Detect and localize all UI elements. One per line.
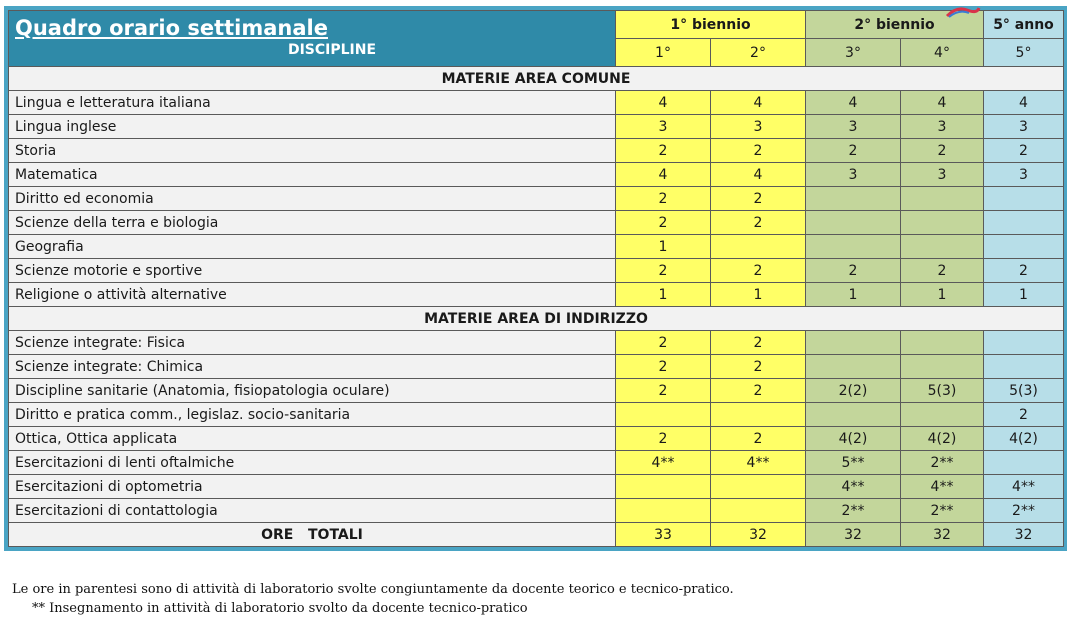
section-header: MATERIE AREA COMUNE [9,67,1064,91]
subject-name: Discipline sanitarie (Anatomia, fisiopatologia oculare) [9,379,616,403]
table-row [9,139,1064,163]
hours-cell: 4(2) [806,427,901,451]
table-row [9,211,1064,235]
hours-cell: 3 [806,115,901,139]
table-row [9,499,1064,523]
footnote-asterisks: ** Insegnamento in attività di laboratorio svolto da docente tecnico-pratico [32,601,528,616]
hours-cell: 2(2) [806,379,901,403]
hours-cell [984,331,1064,355]
table-title: Quadro orario settimanale [15,16,328,40]
table-row [9,451,1064,475]
hours-cell: 1 [616,283,711,307]
hours-cell: 2 [616,355,711,379]
subject-name: Esercitazioni di lenti oftalmiche [9,451,616,475]
hours-cell: 4(2) [984,427,1064,451]
subject-name: Esercitazioni di optometria [9,475,616,499]
hours-cell [616,499,711,523]
hours-cell: 3 [984,115,1064,139]
subject-name: Ottica, Ottica applicata [9,427,616,451]
hours-cell: 5(3) [984,379,1064,403]
hours-cell [806,331,901,355]
hours-cell [711,403,806,427]
hours-cell: 2 [616,187,711,211]
hours-cell: 2 [711,355,806,379]
total-hours-cell: 32 [984,523,1064,547]
hours-cell: 5** [806,451,901,475]
hours-cell [806,403,901,427]
table-row [9,259,1064,283]
hours-cell: 4** [901,475,984,499]
hours-cell: 4** [984,475,1064,499]
hours-cell: 2 [616,379,711,403]
subject-name: Lingua inglese [9,115,616,139]
hours-cell: 2 [616,427,711,451]
hours-cell: 4 [616,163,711,187]
hours-cell: 2 [806,139,901,163]
hours-cell: 4 [711,91,806,115]
table-row [9,163,1064,187]
hours-cell: 2 [711,379,806,403]
table-subtitle: DISCIPLINE [287,42,377,58]
hours-cell: 5(3) [901,379,984,403]
table-row [9,115,1064,139]
table-row [9,403,1064,427]
subject-name: Diritto ed economia [9,187,616,211]
year-header: 3° [806,39,901,67]
table-row [9,91,1064,115]
table-row [9,331,1064,355]
hours-cell: 2 [711,211,806,235]
hours-cell [806,211,901,235]
hours-cell: 4 [806,91,901,115]
footnotes [12,580,734,618]
hours-cell: 3 [901,163,984,187]
table-row [9,187,1064,211]
table-row [9,475,1064,499]
group-header-2-biennio: 2° biennio [806,11,984,39]
hours-cell [711,235,806,259]
year-header: 1° [616,39,711,67]
subject-name: Esercitazioni di contattologia [9,499,616,523]
hours-cell: 1 [616,235,711,259]
table-row [9,355,1064,379]
hours-cell: 2** [984,499,1064,523]
hours-cell: 4** [806,475,901,499]
hours-cell: 3 [711,115,806,139]
table-title-cell [9,11,616,67]
table-row [9,235,1064,259]
hours-cell: 2 [711,187,806,211]
hours-cell [901,355,984,379]
hours-cell [901,187,984,211]
total-hours-cell: 32 [711,523,806,547]
hours-cell [806,235,901,259]
hours-cell: 1 [901,283,984,307]
table-row [9,283,1064,307]
hours-cell: 4(2) [901,427,984,451]
subject-name: Scienze integrate: Fisica [9,331,616,355]
year-header: 2° [711,39,806,67]
table-row [9,379,1064,403]
hours-cell: 2 [806,259,901,283]
hours-cell: 4** [616,451,711,475]
subject-name: Scienze motorie e sportive [9,259,616,283]
hours-cell: 2** [806,499,901,523]
hours-cell: 1 [711,283,806,307]
group-header-1-biennio: 1° biennio [616,11,806,39]
timetable [8,10,1064,547]
hours-cell: 3 [616,115,711,139]
hours-cell [711,475,806,499]
timetable-frame [4,6,1067,551]
subject-name: Matematica [9,163,616,187]
hours-cell [984,211,1064,235]
total-hours-cell: 32 [806,523,901,547]
hours-cell: 2** [901,451,984,475]
hours-cell: 4 [984,91,1064,115]
hours-cell: 3 [984,163,1064,187]
hours-cell: 2 [711,331,806,355]
subject-name: Scienze della terra e biologia [9,211,616,235]
hours-cell: 2 [984,403,1064,427]
hours-cell: 2 [901,139,984,163]
hours-cell: 2 [984,259,1064,283]
totals-label: ORE TOTALI [9,523,616,547]
flag-icon [945,4,981,18]
totals-row [9,523,1064,547]
footnote-parentheses: Le ore in parentesi sono di attività di laboratorio svolte congiuntamente da docente teorico e tecnico-pratico. [12,582,734,597]
hours-cell: 2 [984,139,1064,163]
hours-cell [616,403,711,427]
hours-cell: 2 [616,211,711,235]
hours-cell [984,451,1064,475]
subject-name: Geografia [9,235,616,259]
total-hours-cell: 32 [901,523,984,547]
subject-name: Religione o attività alternative [9,283,616,307]
hours-cell [806,187,901,211]
subject-name: Lingua e letteratura italiana [9,91,616,115]
group-header-5-anno: 5° anno [984,11,1064,39]
hours-cell: 1 [984,283,1064,307]
hours-cell [806,355,901,379]
hours-cell [711,499,806,523]
hours-cell [901,403,984,427]
hours-cell: 4 [616,91,711,115]
subject-name: Storia [9,139,616,163]
section-header: MATERIE AREA DI INDIRIZZO [9,307,1064,331]
hours-cell: 2** [901,499,984,523]
hours-cell: 2 [616,331,711,355]
hours-cell: 2 [616,259,711,283]
hours-cell [901,331,984,355]
hours-cell [984,235,1064,259]
hours-cell [901,211,984,235]
hours-cell: 4 [711,163,806,187]
subject-name: Scienze integrate: Chimica [9,355,616,379]
table-row [9,427,1064,451]
hours-cell: 2 [616,139,711,163]
hours-cell: 3 [806,163,901,187]
subject-name: Diritto e pratica comm., legislaz. socio-sanitaria [9,403,616,427]
hours-cell: 2 [711,139,806,163]
year-header: 5° [984,39,1064,67]
hours-cell: 4** [711,451,806,475]
hours-cell: 4 [901,91,984,115]
hours-cell: 2 [711,259,806,283]
hours-cell [616,475,711,499]
hours-cell: 2 [901,259,984,283]
hours-cell: 3 [901,115,984,139]
hours-cell: 1 [806,283,901,307]
hours-cell [984,187,1064,211]
hours-cell [984,355,1064,379]
total-hours-cell: 33 [616,523,711,547]
year-header: 4° [901,39,984,67]
hours-cell [901,235,984,259]
hours-cell: 2 [711,427,806,451]
